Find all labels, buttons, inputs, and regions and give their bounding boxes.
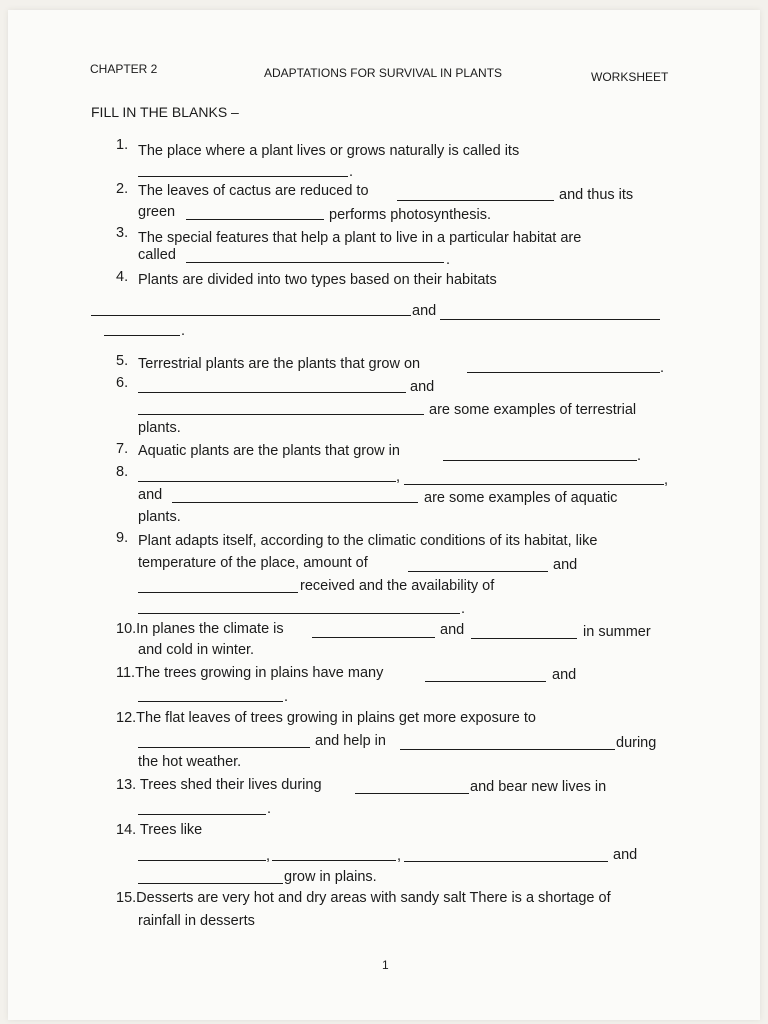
question-1-text: The place where a plant lives or grows naturally is called its <box>138 143 520 159</box>
answer-blank[interactable] <box>138 747 310 748</box>
question-12-text: the hot weather. <box>138 754 242 770</box>
question-3-end: . <box>446 252 451 268</box>
question-8-text: and <box>138 487 163 503</box>
worksheet-title: ADAPTATIONS FOR SURVIVAL IN PLANTS <box>264 66 503 80</box>
question-13-text: 13. Trees shed their lives during <box>116 777 322 793</box>
answer-blank[interactable] <box>138 613 460 614</box>
answer-blank[interactable] <box>397 200 554 201</box>
question-12-text: 12.The flat leaves of trees growing in plains get more exposure to <box>116 710 536 726</box>
question-5-text: Terrestrial plants are the plants that grow on <box>138 356 421 372</box>
answer-blank[interactable] <box>138 701 283 702</box>
question-2-text: performs photosynthesis. <box>329 207 491 223</box>
chapter-label: CHAPTER 2 <box>90 62 158 76</box>
answer-blank[interactable] <box>404 484 664 485</box>
question-5-number: 5. <box>116 353 129 369</box>
answer-blank[interactable] <box>138 392 406 393</box>
question-10-text: and cold in winter. <box>138 642 255 658</box>
question-2-number: 2. <box>116 181 129 197</box>
question-3-text: The special features that help a plant to live in a particular habitat are <box>138 230 582 246</box>
answer-blank[interactable] <box>312 637 435 638</box>
answer-blank[interactable] <box>138 414 424 415</box>
question-14-comma: , <box>397 848 402 864</box>
question-15-text: 15.Desserts are very hot and dry areas with sandy salt There is a shortage of <box>116 890 611 906</box>
question-3-number: 3. <box>116 225 129 241</box>
answer-blank[interactable] <box>138 814 266 815</box>
answer-blank[interactable] <box>355 793 469 794</box>
answer-blank[interactable] <box>186 262 444 263</box>
question-1-number: 1. <box>116 137 129 153</box>
question-9-end: . <box>461 601 466 617</box>
section-title: FILL IN THE BLANKS – <box>91 104 239 120</box>
question-9-text: Plant adapts itself, according to the climatic conditions of its habitat, like <box>138 533 598 549</box>
answer-blank[interactable] <box>408 571 548 572</box>
question-10-text: and <box>440 622 465 638</box>
question-6-text: are some examples of terrestrial <box>429 402 637 418</box>
answer-blank[interactable] <box>272 860 396 861</box>
question-11-text: 11.The trees growing in plains have many <box>116 665 384 681</box>
question-15-text: rainfall in desserts <box>138 913 255 929</box>
answer-blank[interactable] <box>440 319 660 320</box>
question-8-number: 8. <box>116 464 129 480</box>
answer-blank[interactable] <box>425 681 546 682</box>
question-9-number: 9. <box>116 530 129 546</box>
worksheet-page <box>8 10 760 1020</box>
question-12-text: during <box>616 735 657 751</box>
question-8-comma: , <box>396 469 401 485</box>
answer-blank[interactable] <box>471 638 577 639</box>
question-9-text: and <box>553 557 578 573</box>
question-6-text: and <box>410 379 435 395</box>
question-8-text: are some examples of aquatic <box>424 490 618 506</box>
answer-blank[interactable] <box>404 861 608 862</box>
question-14-text: grow in plains. <box>284 869 377 885</box>
question-2-text: The leaves of cactus are reduced to <box>138 183 369 199</box>
question-10-text: 10.In planes the climate is <box>116 621 284 637</box>
question-2-text: and thus its <box>559 187 634 203</box>
answer-blank[interactable] <box>91 315 411 316</box>
question-3-text: called <box>138 247 176 263</box>
question-6-text: plants. <box>138 420 181 436</box>
question-12-text: and help in <box>315 733 386 749</box>
question-7-text: Aquatic plants are the plants that grow in <box>138 443 400 459</box>
answer-blank[interactable] <box>138 883 283 884</box>
question-11-end: . <box>284 689 289 705</box>
question-2-text: green <box>138 204 176 220</box>
question-14-text: and <box>613 847 638 863</box>
answer-blank[interactable] <box>443 460 637 461</box>
question-9-text: temperature of the place, amount of <box>138 555 368 571</box>
question-4-number: 4. <box>116 269 129 285</box>
question-13-text: and bear new lives in <box>470 779 607 795</box>
question-14-text: 14. Trees like <box>116 822 203 838</box>
question-6-number: 6. <box>116 375 129 391</box>
answer-blank[interactable] <box>138 860 266 861</box>
page-number: 1 <box>382 958 389 972</box>
question-11-text: and <box>552 667 577 683</box>
question-4-text: Plants are divided into two types based on their habitats <box>138 272 497 288</box>
question-9-text: received and the availability of <box>300 578 495 594</box>
question-8-comma: , <box>664 472 669 488</box>
question-4-text: and <box>412 303 437 319</box>
answer-blank[interactable] <box>138 176 348 177</box>
question-4-end: . <box>181 323 186 339</box>
question-7-end: . <box>637 448 642 464</box>
worksheet-type-label: WORKSHEET <box>591 70 669 84</box>
answer-blank[interactable] <box>172 502 418 503</box>
answer-blank[interactable] <box>186 219 324 220</box>
question-10-text: in summer <box>583 624 651 640</box>
question-8-text: plants. <box>138 509 181 525</box>
answer-blank[interactable] <box>104 335 180 336</box>
answer-blank[interactable] <box>138 481 396 482</box>
answer-blank[interactable] <box>467 372 660 373</box>
question-7-number: 7. <box>116 441 129 457</box>
answer-blank[interactable] <box>400 749 615 750</box>
answer-blank[interactable] <box>138 592 298 593</box>
question-13-end: . <box>267 801 272 817</box>
question-5-end: . <box>660 360 665 376</box>
question-14-comma: , <box>266 848 271 864</box>
question-1-end: . <box>349 164 354 180</box>
